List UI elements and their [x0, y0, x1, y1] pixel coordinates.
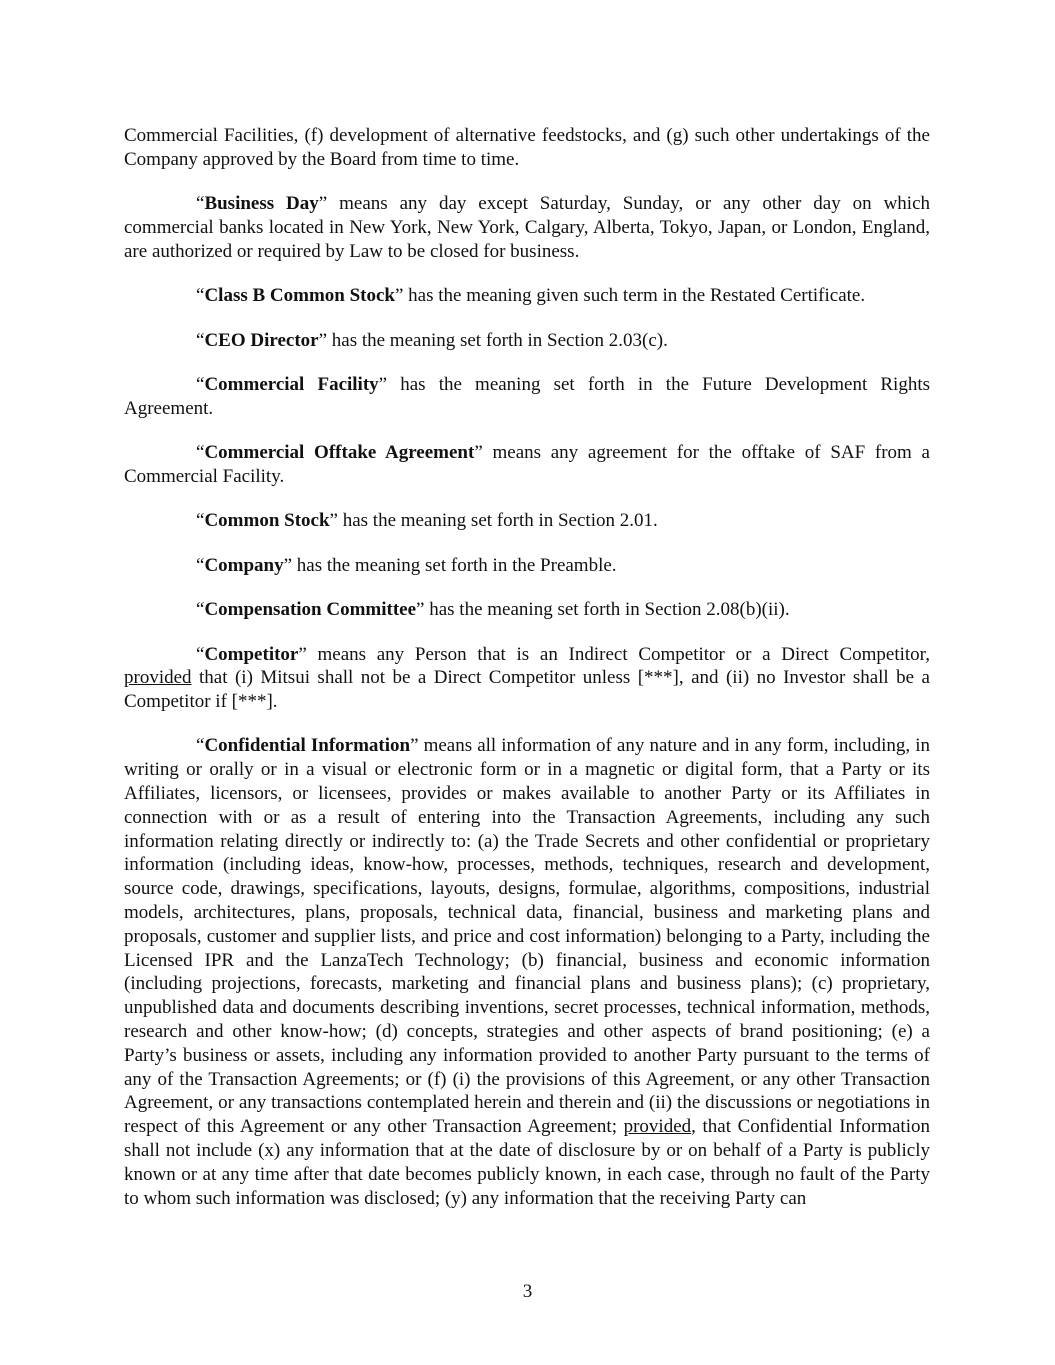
underlined-text: provided [124, 667, 192, 689]
page-number: 3 [522, 1281, 533, 1302]
defined-term: Class B Common Stock [204, 285, 395, 307]
definition-class-b-common-stock [124, 284, 930, 308]
body-text: “ [196, 735, 205, 757]
defined-term: CEO Director [204, 329, 319, 351]
body-text: “ [196, 193, 205, 215]
defined-term: Company [204, 554, 284, 576]
body-text: ” has the meaning given such term in the Restated Certificate. [395, 285, 866, 307]
definition-compensation-committee [124, 598, 930, 622]
body-text: ” means any Person that is an Indirect Competitor or a Direct Competitor, [298, 643, 930, 665]
body-text: “ [196, 442, 205, 464]
body-text: ” has the meaning set forth in Section 2.03(c). [318, 329, 668, 351]
body-text: , that Confidential Information shall not include (x) any information that at the date of disclosure by or on behalf of a Party is publicly known or at any time after that date becomes publicly known, in each case, through no fault of the Party to whom such information was disclosed; (y) any information that the receiving Party can [124, 1116, 930, 1209]
definition-business-day [124, 192, 930, 263]
definition-confidential-information [124, 734, 930, 1210]
body-text: ” means any agreement for the offtake of SAF from a Commercial Facility. [124, 442, 930, 487]
defined-term: Business Day [204, 193, 319, 215]
body-text: ” has the meaning set forth in Section 2.08(b)(ii). [416, 599, 790, 621]
underlined-text: provided [623, 1116, 692, 1138]
definition-competitor [124, 643, 930, 714]
document-body [124, 124, 930, 1231]
defined-term: Common Stock [204, 510, 330, 532]
defined-term: Commercial Facility [204, 373, 379, 395]
body-text: “ [196, 599, 205, 621]
body-text: “ [196, 329, 205, 351]
body-text: ” has the meaning set forth in Section 2.01. [329, 510, 658, 532]
body-text: ” has the meaning set forth in the Preamble. [283, 554, 617, 576]
paragraph-continuation [124, 124, 930, 172]
defined-term: Compensation Committee [204, 599, 417, 621]
defined-term: Competitor [204, 643, 299, 665]
definition-commercial-offtake-agreement [124, 441, 930, 489]
defined-term: Confidential Information [204, 735, 411, 757]
definition-commercial-facility [124, 373, 930, 421]
definition-common-stock [124, 509, 930, 533]
body-text: “ [196, 510, 205, 532]
definition-ceo-director [124, 329, 930, 353]
body-text: “ [196, 373, 205, 395]
body-text: Commercial Facilities, (f) development of alternative feedstocks, and (g) such other undertakings of the Company approved by the Board from time to time. [124, 125, 930, 170]
body-text: “ [196, 554, 205, 576]
body-text: ” has the meaning set forth in the Future Development Rights Agreement. [124, 373, 931, 419]
body-text: “ [196, 285, 205, 307]
body-text: ” means all information of any nature and in any form, including, in writing or orally or in a visual or electronic form or in a magnetic or digital form, that a Party or its Affiliates, licensors, or licensees, provides or makes available to another Party or its Affiliates in connection with or as a result of entering into the Transaction Agreements, including any such information relating directly or indirectly to: (a) the Trade Secrets and other confidential or proprietary information (including ideas, know-how, processes, methods, techniques, research and development, source code, drawings, specifications, layouts, designs, formulae, algorithms, compositions, industrial models, architectures, plans, proposals, technical data, financial, business and marketing plans and proposals, customer and supplier lists, and price and cost information) belonging to a Party, including the Licensed IPR and the LanzaTech Technology; (b) financial, business and economic information (including projections, forecasts, marketing and financial plans and business plans); (c) proprietary, unpublished data and documents describing inventions, secret processes, technical information, methods, research and other know-how; (d) concepts, strategies and other aspects of brand positioning; (e) a Party’s business or assets, including any information provided to another Party pursuant to the terms of any of the Transaction Agreements; or (f) (i) the provisions of this Agreement, or any other Transaction Agreement, or any transactions contemplated herein and therein and (ii) the discussions or negotiations in respect of this Agreement or any other Transaction Agreement; [124, 735, 930, 1138]
defined-term: Commercial Offtake Agreement [204, 442, 475, 464]
body-text: ” means any day except Saturday, Sunday, or any other day on which commercial banks located in New York, New York, Calgary, Alberta, Tokyo, Japan, or London, England, are authorized or required by Law to be closed for business. [124, 193, 930, 262]
body-text: that (i) Mitsui shall not be a Direct Competitor unless [***], and (ii) no Investor shall be a Competitor if [***]. [124, 667, 930, 713]
body-text: “ [196, 643, 205, 665]
definition-company [124, 554, 930, 578]
